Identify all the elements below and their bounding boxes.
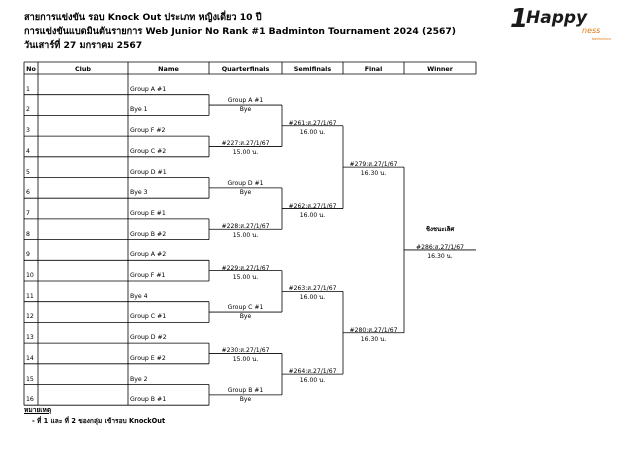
row-number: 13 [26,334,34,342]
winner-match-label-bottom: 16.30 น. [427,252,453,260]
qf-match-label-top: #230:ส.27/1/67 [221,347,270,355]
qf-match-label-bottom: 15.00 น. [232,273,259,281]
row-number: 8 [26,230,30,238]
sf-match-label-top: #263:ส.27/1/67 [288,285,337,293]
final-match-label-bottom: 16.30 น. [360,170,387,178]
winner-match-label-top: #286:ส.27/1/67 [416,243,464,251]
row-number: 16 [26,396,34,404]
qf-match-label-top: #228:ส.27/1/67 [221,223,270,231]
row-number: 7 [26,209,30,217]
row-name: Group B #1 [130,396,167,404]
header-winner: Winner [427,64,453,73]
sf-match-label-bottom: 16.00 น. [299,211,326,219]
qf-match-label-top: #227:ส.27/1/67 [221,140,270,148]
sf-match-label-bottom: 16.00 น. [299,377,326,385]
row-name: Bye 2 [130,375,148,383]
row-name: Group E #2 [130,354,166,362]
row-name: Bye 1 [130,106,148,114]
final-match-label-bottom: 16.30 น. [360,335,387,343]
row-name: Group F #1 [130,272,166,279]
row-number: 9 [26,251,30,259]
logo-suffix: ness [582,26,601,35]
qf-match-label-top: Group A #1 [227,97,264,105]
row-name: Group D #1 [130,168,167,176]
row-number: 12 [26,313,34,321]
qf-match-label-top: Group C #1 [227,304,264,312]
row-number: 2 [26,106,30,114]
qf-match-label-bottom: Bye [239,395,252,403]
logo-subtext: badminton [592,37,611,41]
header-final: Final [364,64,383,73]
row-name: Group F #2 [130,127,166,135]
qf-match-label-top: Group B #1 [227,386,264,394]
sf-match-label-top: #264:ส.27/1/67 [288,368,337,376]
header-line-3: วันเสาร์ที่ 27 มกราคม 2567 [24,40,143,51]
qf-match-label-bottom: 15.00 น. [232,356,259,364]
row-number: 11 [26,292,34,300]
row-name: Group B #2 [130,230,167,238]
final-match-label-top: #280:ส.27/1/67 [349,326,398,334]
sf-match-label-top: #261:ส.27/1/67 [288,119,337,127]
logo-numeral: 1 [510,4,529,34]
row-name: Bye 4 [130,292,148,300]
row-number: 10 [26,272,34,279]
qf-match-label-bottom: Bye [239,106,252,114]
row-name: Group A #1 [130,85,167,93]
row-number: 1 [26,85,30,93]
header-name: Name [158,64,179,73]
header-club: Club [74,64,91,73]
header-semifinals: Semifinals [293,64,332,73]
row-number: 14 [26,354,34,362]
sf-match-label-bottom: 16.00 น. [299,294,326,302]
qf-match-label-bottom: 15.00 น. [232,149,259,157]
sf-match-label-bottom: 16.00 น. [299,128,326,136]
row-name: Group E #1 [130,209,166,217]
qf-match-label-bottom: Bye [239,313,252,321]
header-no: No [26,64,36,73]
row-number: 4 [26,147,30,155]
row-number: 15 [26,375,34,383]
row-name: Bye 3 [130,189,148,197]
logo-word: Happy [526,8,588,28]
header-line-2: การแข่งขันแบดมินตันรายการ Web Junior No Rank #1 Badminton Tournament 2024 (2567) [24,26,456,37]
qf-match-label-top: Group D #1 [227,179,264,187]
header-quarterfinals: Quarterfinals [221,64,270,73]
row-number: 5 [26,168,30,176]
notes-title: หมายเหตุ [24,406,52,414]
row-number: 3 [26,127,30,135]
final-match-label-top: #279:ส.27/1/67 [349,161,398,169]
qf-match-label-bottom: 15.00 น. [232,232,259,240]
header-line-1: สายการแข่งขัน รอบ Knock Out ประเภท หญิงเดี่ยว 10 ปี [24,12,262,23]
row-name: Group A #2 [130,251,167,259]
qf-match-label-bottom: Bye [239,188,252,196]
row-name: Group C #1 [130,313,167,321]
row-number: 6 [26,189,30,197]
sf-match-label-top: #262:ส.27/1/67 [288,202,337,210]
row-name: Group C #2 [130,147,167,155]
qf-match-label-top: #229:ส.27/1/67 [221,264,270,272]
notes-line-1: - ที่ 1 และ ที่ 2 ของกลุ่ม เข้ารอบ KnockOut [32,417,166,425]
row-name: Group D #2 [130,334,167,342]
winner-title: ชิงชนะเลิศ [425,225,455,233]
